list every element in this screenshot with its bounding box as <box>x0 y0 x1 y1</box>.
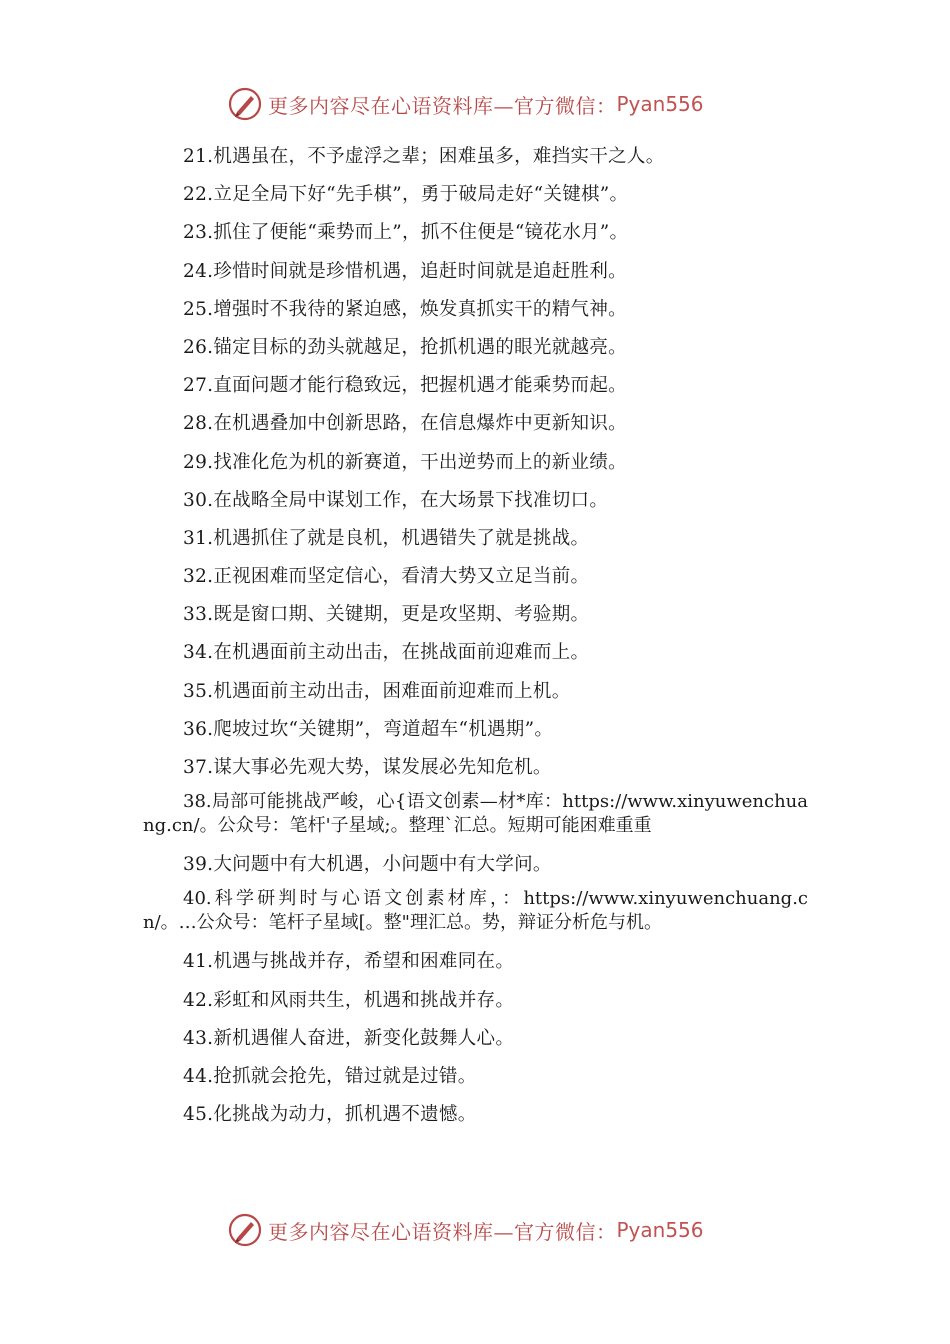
list-item: 39.大问题中有大机遇，小问题中有大学问。 <box>183 854 552 876</box>
pen-logo-icon <box>228 1213 262 1247</box>
list-item: 35.机遇面前主动出击，困难面前迎难而上机。 <box>183 680 571 702</box>
footer-wechat-id: Pyan556 <box>616 1218 704 1242</box>
list-item: 26.锚定目标的劲头就越足，抢抓机遇的眼光就越亮。 <box>183 336 627 358</box>
list-item-paragraph: 40.科学研判时与心语文创素材库，：https://www.xinyuwenchuang.cn/。…公众号：笔杆子星域[。整"理汇总。势，辩证分析危与机。 <box>143 888 808 934</box>
list-item: 27.直面问题才能行稳致远，把握机遇才能乘势而起。 <box>183 375 627 397</box>
header-banner-text: 更多内容尽在心语资料库—官方微信： <box>268 93 617 118</box>
list-item: 24.珍惜时间就是珍惜机遇，追赶时间就是追赶胜利。 <box>183 260 627 282</box>
header-wechat-id: Pyan556 <box>616 92 704 116</box>
list-item: 25.增强时不我待的紧迫感，焕发真抓实干的精气神。 <box>183 298 627 320</box>
list-item-paragraph: 38.局部可能挑战严峻，心{语文创素—材*库：https://www.xinyuwenchuang.cn/。公众号：笔杆'子星域;。整理`汇总。短期可能困难重重 <box>143 791 808 837</box>
document-body <box>143 138 808 1134</box>
list-item: 32.正视困难而坚定信心，看清大势又立足当前。 <box>183 566 590 588</box>
list-item: 33.既是窗口期、关键期，更是攻坚期、考验期。 <box>183 604 590 626</box>
list-item: 31.机遇抓住了就是良机，机遇错失了就是挑战。 <box>183 527 590 549</box>
list-item: 34.在机遇面前主动出击，在挑战面前迎难而上。 <box>183 642 590 664</box>
list-item: 36.爬坡过坎“关键期”，弯道超车“机遇期”。 <box>183 718 554 740</box>
list-item: 29.找准化危为机的新赛道，干出逆势而上的新业绩。 <box>183 451 627 473</box>
list-item: 45.化挑战为动力，抓机遇不遗憾。 <box>183 1104 477 1126</box>
footer-banner <box>228 1212 704 1248</box>
list-item: 28.在机遇叠加中创新思路，在信息爆炸中更新知识。 <box>183 413 627 435</box>
list-item: 23.抓住了便能“乘势而上”，抓不住便是“镜花水月”。 <box>183 222 629 244</box>
header-banner <box>228 86 704 122</box>
pen-logo-icon <box>228 87 262 121</box>
footer-banner-text: 更多内容尽在心语资料库—官方微信： <box>268 1219 617 1244</box>
list-item: 30.在战略全局中谋划工作，在大场景下找准切口。 <box>183 489 609 511</box>
list-item: 22.立足全局下好“先手棋”，勇于破局走好“关键棋”。 <box>183 184 629 206</box>
list-item: 37.谋大事必先观大势，谋发展必先知危机。 <box>183 757 552 778</box>
list-item: 21.机遇虽在，不予虚浮之辈；困难虽多，难挡实干之人。 <box>183 146 665 167</box>
list-item: 43.新机遇催人奋进，新变化鼓舞人心。 <box>183 1027 515 1049</box>
list-item: 44.抢抓就会抢先，错过就是过错。 <box>183 1065 477 1087</box>
list-item: 41.机遇与挑战并存，希望和困难同在。 <box>183 951 515 973</box>
list-item: 42.彩虹和风雨共生，机遇和挑战并存。 <box>183 989 515 1011</box>
